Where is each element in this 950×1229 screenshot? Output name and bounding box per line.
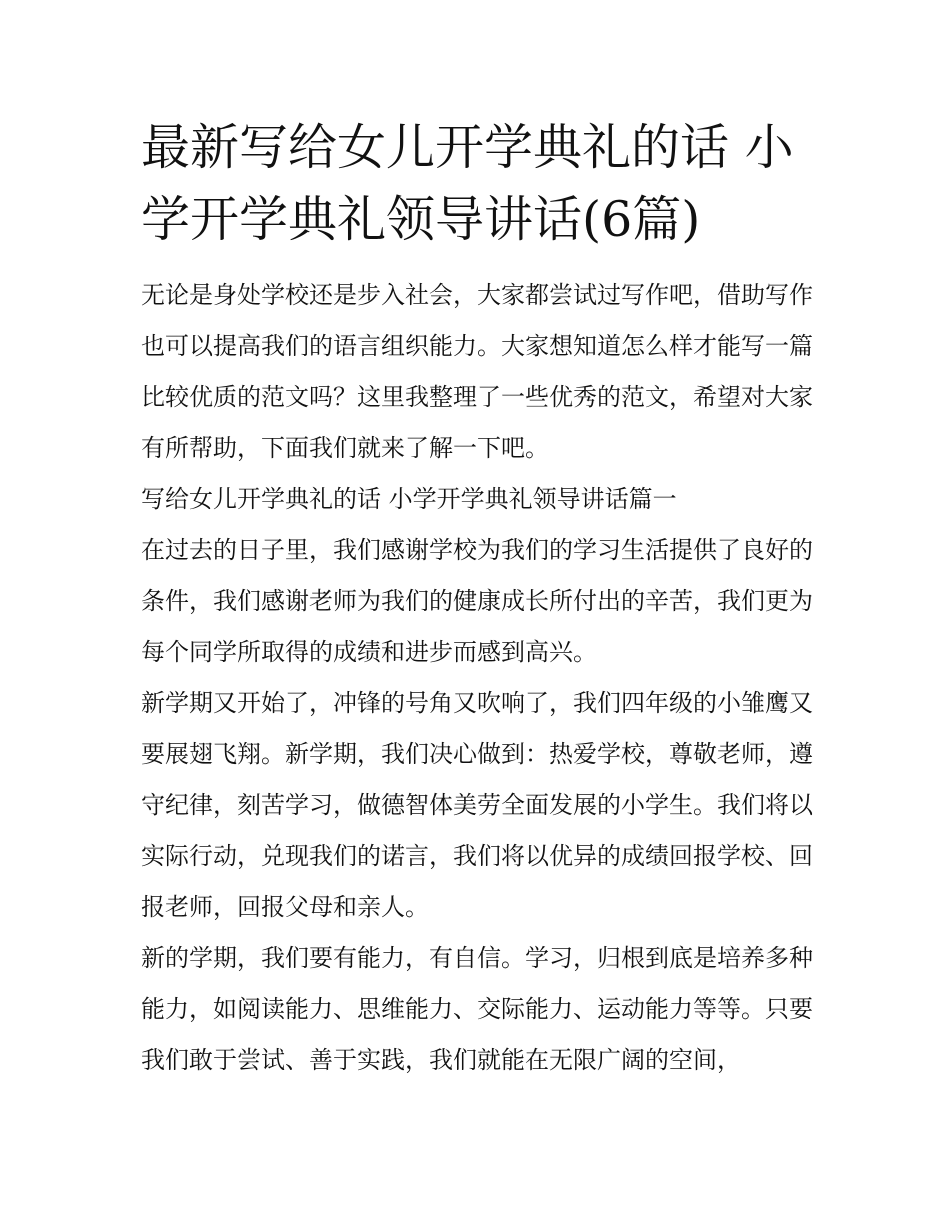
document-page — [141, 112, 813, 1086]
paragraph-abilities: 新的学期，我们要有能力，有自信。学习，归根到底是培养多种能力，如阅读能力、思维能力、交际能力、运动能力等等。只要我们敢于尝试、善于实践，我们就能在无限广阔的空间， — [141, 944, 813, 1074]
paragraph-gratitude: 在过去的日子里，我们感谢学校为我们的学习生活提供了良好的条件，我们感谢老师为我们的健康成长所付出的辛苦，我们更为每个同学所取得的成绩和进步而感到高兴。 — [141, 536, 813, 666]
section-heading: 写给女儿开学典礼的话 小学开学典礼领导讲话篇一 — [141, 485, 677, 513]
document-title: 最新写给女儿开学典礼的话 小学开学典礼领导讲话(6篇) — [141, 119, 794, 248]
paragraph-intro: 无论是身处学校还是步入社会，大家都尝试过写作吧，借助写作也可以提高我们的语言组织能力。大家想知道怎么样才能写一篇比较优质的范文吗？这里我整理了一些优秀的范文，希望对大家有所帮助，下面我们就来了解一下吧。 — [141, 281, 813, 462]
paragraph-new-term: 新学期又开始了，冲锋的号角又吹响了，我们四年级的小雏鹰又要展翅飞翔。新学期，我们决心做到：热爱学校，尊敬老师，遵守纪律，刻苦学习，做德智体美劳全面发展的小学生。我们将以实际行动，兑现我们的诺言，我们将以优异的成绩回报学校、回报老师，回报父母和亲人。 — [141, 689, 813, 921]
